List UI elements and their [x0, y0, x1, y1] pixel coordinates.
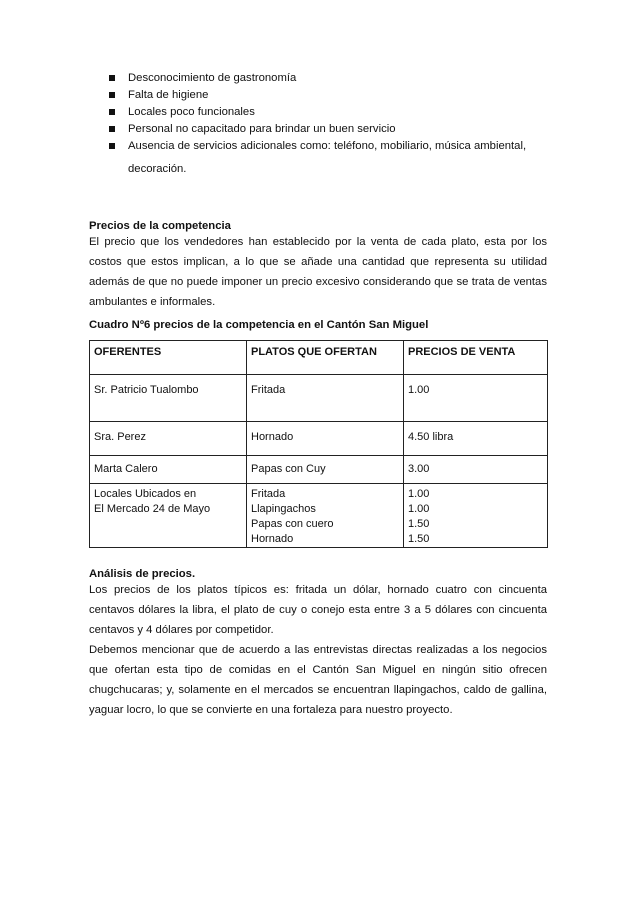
list-item: Ausencia de servicios adicionales como: teléfono, mobiliario, música ambiental, decoración.	[89, 138, 547, 180]
cell-line: 1.00	[408, 503, 430, 515]
square-bullet-icon	[109, 126, 115, 132]
cell-line: 1.50	[408, 533, 430, 545]
table-cell: 4.50 libra	[404, 422, 548, 456]
list-item: Falta de higiene	[89, 87, 547, 104]
table-cell: 3.00	[404, 456, 548, 484]
list-item-continuation: decoración.	[128, 163, 187, 175]
list-item: Personal no capacitado para brindar un buen servicio	[89, 121, 547, 138]
table-cell: Papas con Cuy	[247, 456, 404, 484]
table-cell: Marta Calero	[90, 456, 247, 484]
square-bullet-icon	[109, 143, 115, 149]
table-cell: 1.00	[404, 375, 548, 422]
table-header-row	[90, 341, 548, 375]
competition-prices-table	[89, 340, 548, 548]
weakness-list	[89, 70, 547, 180]
cell-line: Llapingachos	[251, 503, 316, 515]
table-row	[90, 484, 548, 548]
cell-line: 1.00	[408, 488, 430, 500]
list-item: Locales poco funcionales	[89, 104, 547, 121]
table-caption: Cuadro Nº6 precios de la competencia en el Cantón San Miguel	[89, 319, 429, 331]
section-heading-analysis: Análisis de precios.	[89, 568, 196, 580]
table-cell	[90, 484, 247, 548]
document-page	[89, 70, 547, 720]
section-heading-prices: Precios de la competencia	[89, 220, 231, 232]
cell-line: Hornado	[251, 533, 294, 545]
table-cell: Sra. Perez	[90, 422, 247, 456]
table-cell: Hornado	[247, 422, 404, 456]
list-item: Desconocimiento de gastronomía	[89, 70, 547, 87]
table-cell	[247, 484, 404, 548]
table-cell: Sr. Patricio Tualombo	[90, 375, 247, 422]
table-row	[90, 456, 548, 484]
analysis-paragraph: Debemos mencionar que de acuerdo a las entrevistas directas realizadas a los negocios que ofertan esta tipo de comidas en el Cantón San Miguel en ningún sitio ofrecen chugchucaras; y, solamente en el mercados se encuentran llapingachos, caldo de gallina, yaguar locro, lo que se convierte en una fortaleza para nuestro proyecto.	[89, 644, 547, 716]
square-bullet-icon	[109, 109, 115, 115]
table-row	[90, 375, 548, 422]
table-cell: Fritada	[247, 375, 404, 422]
prices-paragraph: El precio que los vendedores han establecido por la venta de cada plato, esta por los costos que estos implican, a lo que se añade una cantidad que representa su utilidad además de que no puede imponer un precio excesivo considerando que se trata de ventas ambulantes e informales.	[89, 236, 547, 308]
square-bullet-icon	[109, 92, 115, 98]
table-cell	[404, 484, 548, 548]
analysis-paragraph: Los precios de los platos típicos es: fritada un dólar, hornado cuatro con cincuenta centavos dólares la libra, el plato de cuy o conejo esta entre 3 a 5 dólares con cincuenta centavos y 4 dólares por competidor.	[89, 584, 547, 636]
square-bullet-icon	[109, 75, 115, 81]
cell-line: Fritada	[251, 488, 286, 500]
column-header: OFERENTES	[90, 341, 247, 375]
table-row	[90, 422, 548, 456]
column-header: PRECIOS DE VENTA	[404, 341, 548, 375]
cell-line: Papas con cuero	[251, 518, 334, 530]
cell-line: 1.50	[408, 518, 430, 530]
column-header: PLATOS QUE OFERTAN	[247, 341, 404, 375]
cell-line: El Mercado 24 de Mayo	[94, 503, 211, 515]
cell-line: Locales Ubicados en	[94, 488, 197, 500]
